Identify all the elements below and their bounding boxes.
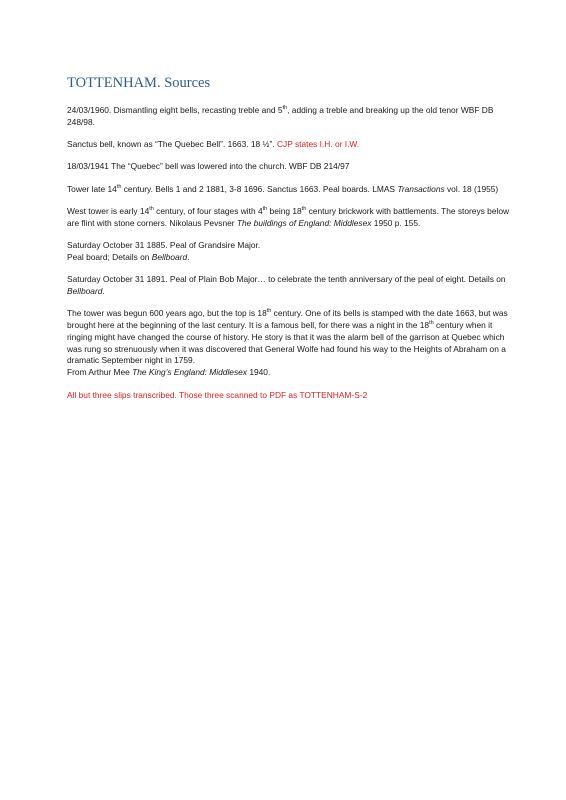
text-run: From Arthur Mee xyxy=(67,367,133,378)
text-run: vol. 18 (1955) xyxy=(444,183,499,194)
paragraph-west-tower-pevsner xyxy=(67,206,512,230)
text-run: century. Bells 1 and 2 1881, 3-8 1696. Sanctus 1663. Peal boards. LMAS xyxy=(121,183,398,194)
text-run: Sanctus bell, known as “The Quebec Bell”. 1663. 18 ½”. xyxy=(67,139,277,150)
text-run: century. One of its bells is stamped with the date 1663, but was brought here at the beginning of the last century. It is a famous bell, for there was a night in the 18 xyxy=(67,308,508,331)
text-run: The tower was begun 600 years ago, but the top is 18 xyxy=(67,308,267,319)
paragraph-arthur-mee xyxy=(67,308,512,379)
text-run: 24/03/1960. Dismantling eight bells, recasting treble and 5 xyxy=(67,105,283,115)
superscript: th xyxy=(116,183,122,190)
text-run: century when it ringing might have changed the course of history. He story is that it was the alarm bell of the garrison at Quebec which was rung so strenuously when it was discovered that General Wolfe had found his way to the Heights of Abraham on a dramatic September night in 1759. xyxy=(67,320,506,366)
text-run: West tower is early 14 xyxy=(67,205,150,216)
text-run: 1940. xyxy=(247,367,271,378)
text-run: century brickwork with battlements. The storeys below are flint with stone corners. Nikolaus Pevsner xyxy=(67,205,510,228)
text-run: Tower late 14 xyxy=(67,183,117,194)
superscript: th xyxy=(429,320,434,327)
text-run: Saturday October 31 1885. Peal of Grandsire Major. xyxy=(67,240,261,251)
text-run: being 18 xyxy=(267,205,302,216)
paragraph-1960-recasting xyxy=(67,105,512,129)
italic-title: Bellboard xyxy=(67,285,103,296)
italic-title: Transactions xyxy=(397,183,445,194)
italic-title: The King’s England: Middlesex xyxy=(132,367,247,378)
transcription-note: All but three slips transcribed. Those three scanned to PDF as TOTTENHAM-S-2 xyxy=(67,389,368,400)
text-run: Peal board; Details on xyxy=(67,251,152,262)
superscript: th xyxy=(301,206,307,213)
text-run: 1950 p. 155. xyxy=(371,217,421,228)
italic-title: The buildings of England: Middlesex xyxy=(236,217,372,228)
paragraph-1891-peal xyxy=(67,274,512,298)
cjp-note: CJP states I.H. or I.W. xyxy=(276,139,360,150)
superscript: th xyxy=(149,206,154,213)
superscript: th xyxy=(282,105,288,112)
paragraph-1885-peal xyxy=(67,240,512,264)
superscript: th xyxy=(262,206,268,213)
paragraph-sanctus-bell xyxy=(67,139,512,151)
paragraph-tower-14th-century xyxy=(67,184,512,196)
text-run: century, of four stages with 4 xyxy=(153,205,263,216)
text-run: Saturday October 31 1891. Peal of Plain Bob Major… to celebrate the tenth anniversary of the peal of eight. Details on xyxy=(67,274,506,285)
text-run: , adding a treble and breaking up the old tenor WBF DB 248/98. xyxy=(67,105,494,127)
text-run: . xyxy=(187,251,190,262)
text-run: . xyxy=(102,285,105,296)
paragraph-1941-quebec-bell xyxy=(67,161,512,173)
page-title: TOTTENHAM. Sources xyxy=(67,75,211,91)
text-run: 18/03/1941 The “Quebec” bell was lowered into the church. WBF DB 214/97 xyxy=(67,161,350,172)
italic-title: Bellboard xyxy=(151,251,188,262)
superscript: th xyxy=(266,308,272,315)
document-body xyxy=(67,105,512,412)
